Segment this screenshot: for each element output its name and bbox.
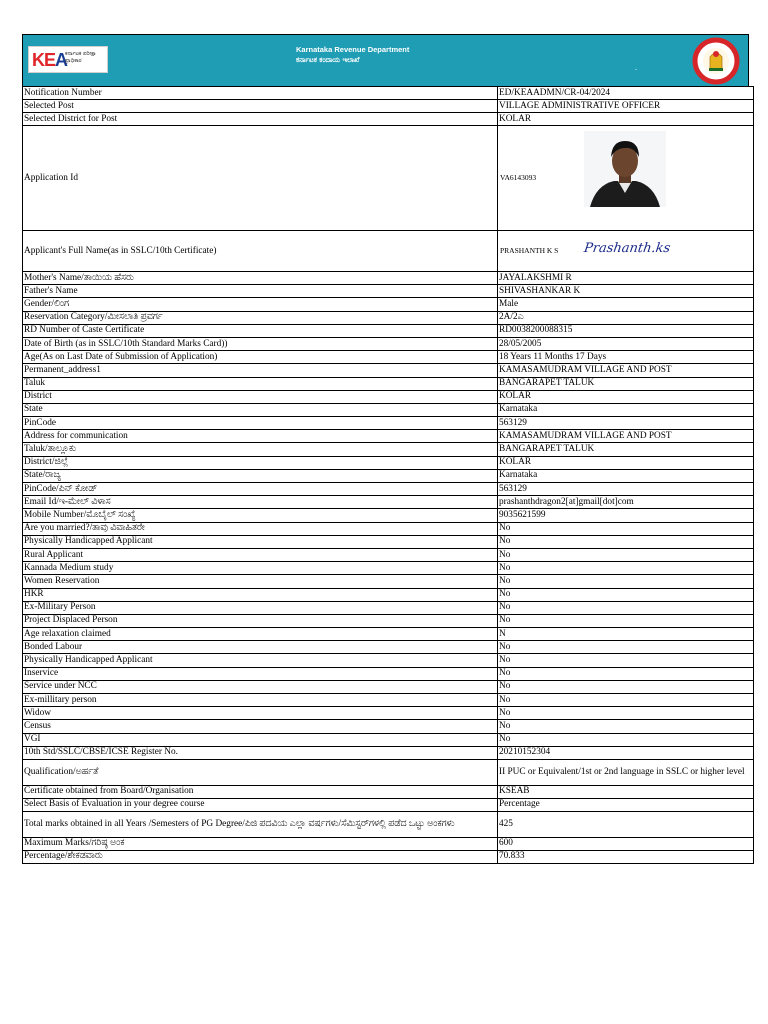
table-row (23, 351, 754, 364)
applicant-name-value: PRASHANTH K S (500, 246, 559, 255)
row-value: N (498, 628, 754, 641)
table-row (23, 628, 754, 641)
row-value: prashanthdragon2[at]gmail[dot]com (498, 496, 754, 509)
row-label: Ex-millitary person (23, 694, 498, 707)
department-name-kn: ಕರ್ನಾಟಕ ಕಂದಾಯ ಇಲಾಖೆ (296, 56, 360, 64)
row-value: No (498, 707, 754, 720)
table-row (23, 377, 754, 390)
table-row (23, 548, 754, 561)
applicant-name-cell (498, 231, 754, 272)
kea-logo-icon: KEA ಕರ್ನಾಟಕ ಪರೀಕ್ಷಾ ಪ್ರಾಧಿಕಾರ (28, 46, 108, 73)
row-value: No (498, 588, 754, 601)
row-label: Father's Name (23, 285, 498, 298)
row-value: 28/05/2005 (498, 337, 754, 350)
application-id-label: Application Id (23, 126, 498, 231)
table-row (23, 707, 754, 720)
row-label: Maximum Marks/ಗರಿಷ್ಠ ಅಂಕ (23, 837, 498, 850)
table-row (23, 430, 754, 443)
qualification-value: II PUC or Equivalent/1st or 2nd language in SSLC or higher level (498, 759, 754, 785)
row-label: Are you married?/ತಾವು ವಿವಾಹಿತರೇ (23, 522, 498, 535)
table-row (23, 588, 754, 601)
row-label: Inservice (23, 667, 498, 680)
row-label: RD Number of Caste Certificate (23, 324, 498, 337)
row-label: Mother's Name/ತಾಯಿಯ ಹೆಸರು (23, 272, 498, 285)
row-label: Age relaxation claimed (23, 628, 498, 641)
row-label: 10th Std/SSLC/CBSE/ICSE Register No. (23, 746, 498, 759)
table-row (23, 850, 754, 863)
table-row (23, 575, 754, 588)
row-label: Selected Post (23, 100, 498, 113)
header-banner (22, 34, 749, 86)
row-value: BANGARAPET TALUK (498, 443, 754, 456)
applicant-signature: Prashanth.ks (582, 241, 672, 256)
row-label: PinCode (23, 417, 498, 430)
row-label: District (23, 390, 498, 403)
row-value: 2A/2ಎ (498, 311, 754, 324)
row-label: Select Basis of Evaluation in your degree course (23, 798, 498, 811)
table-row (23, 522, 754, 535)
application-id-value: VA6143093 (500, 173, 537, 182)
row-label: VGI (23, 733, 498, 746)
row-value: No (498, 667, 754, 680)
row-value: 563129 (498, 417, 754, 430)
table-row (23, 456, 754, 469)
row-label: PinCode/ಪಿನ್ ಕೋಡ್ (23, 483, 498, 496)
row-value: No (498, 575, 754, 588)
table-row (23, 654, 754, 667)
row-label: State (23, 403, 498, 416)
table-row (23, 231, 754, 272)
application-sheet (22, 34, 749, 864)
row-label: Address for communication (23, 430, 498, 443)
table-row (23, 601, 754, 614)
row-value: KAMASAMUDRAM VILLAGE AND POST (498, 364, 754, 377)
row-label: Permanent_address1 (23, 364, 498, 377)
row-label: Widow (23, 707, 498, 720)
row-label: Notification Number (23, 87, 498, 100)
table-row (23, 562, 754, 575)
table-row (23, 811, 754, 837)
application-table (22, 86, 754, 864)
table-row (23, 837, 754, 850)
row-value: ED/KEAADMN/CR-04/2024 (498, 87, 754, 100)
table-row (23, 272, 754, 285)
row-label: Certificate obtained from Board/Organisation (23, 785, 498, 798)
row-value: No (498, 720, 754, 733)
row-value: Karnataka (498, 403, 754, 416)
row-value: No (498, 641, 754, 654)
row-label: Percentage/ಶೇಕಡವಾರು (23, 850, 498, 863)
kea-tagline-1: ಕರ್ನಾಟಕ ಪರೀಕ್ಷಾ (65, 51, 97, 57)
row-label: Mobile Number/ಮೊಬೈಲ್ ಸಂಖ್ಯೆ (23, 509, 498, 522)
table-row (23, 694, 754, 707)
table-row (23, 298, 754, 311)
row-value: No (498, 654, 754, 667)
row-label: Age(As on Last Date of Submission of Application) (23, 351, 498, 364)
table-row (23, 733, 754, 746)
table-row (23, 469, 754, 482)
row-value: No (498, 535, 754, 548)
table-row (23, 126, 754, 231)
row-value: 9035621599 (498, 509, 754, 522)
table-row (23, 364, 754, 377)
row-label: HKR (23, 588, 498, 601)
kea-tagline-2: ಪ್ರಾಧಿಕಾರ (65, 58, 82, 64)
row-label: Taluk/ತಾಲ್ಲೂಕು (23, 443, 498, 456)
row-value: KSEAB (498, 785, 754, 798)
table-row (23, 798, 754, 811)
table-row (23, 324, 754, 337)
total-marks-label: Total marks obtained in all Years /Semesters of PG Degree/ಪಿಜಿ ಪದವಿಯ ಎಲ್ಲಾ ವರ್ಷಗಳು/ಸೆಮಿಸ್ಟರ್‌ಗಳಲ್ಲಿ ಪಡೆದ ಒಟ್ಟು ಅಂಕಗಳು (23, 811, 498, 837)
row-label: Ex-Military Person (23, 601, 498, 614)
table-row (23, 311, 754, 324)
row-label: Reservation Category/ಮೀಸಲಾತಿ ಪ್ರವರ್ಗ (23, 311, 498, 324)
applicant-photo (584, 131, 666, 207)
row-value: VILLAGE ADMINISTRATIVE OFFICER (498, 100, 754, 113)
row-label: Gender/ಲಿಂಗ (23, 298, 498, 311)
table-row (23, 390, 754, 403)
row-label: Bonded Labour (23, 641, 498, 654)
total-marks-value: 425 (498, 811, 754, 837)
row-value: No (498, 680, 754, 693)
application-id-cell (498, 126, 754, 231)
table-row (23, 759, 754, 785)
row-label: Physically Handicapped Applicant (23, 535, 498, 548)
table-row (23, 746, 754, 759)
row-label: Physically Handicapped Applicant (23, 654, 498, 667)
table-row (23, 641, 754, 654)
row-label: Rural Applicant (23, 548, 498, 561)
table-row (23, 285, 754, 298)
row-value: JAYALAKSHMI R (498, 272, 754, 285)
row-label: Women Reservation (23, 575, 498, 588)
table-row (23, 496, 754, 509)
row-label: Kannada Medium study (23, 562, 498, 575)
row-value: 70.833 (498, 850, 754, 863)
row-value: Karnataka (498, 469, 754, 482)
row-label: State/ರಾಜ್ಯ (23, 469, 498, 482)
row-value: Percentage (498, 798, 754, 811)
row-value: No (498, 614, 754, 627)
row-value: KAMASAMUDRAM VILLAGE AND POST (498, 430, 754, 443)
row-value: KOLAR (498, 390, 754, 403)
row-value: RD0038200088315 (498, 324, 754, 337)
row-value: 20210152304 (498, 746, 754, 759)
table-row (23, 509, 754, 522)
table-row (23, 417, 754, 430)
row-label: Email Id/ಇ-ಮೇಲ್ ವಿಳಾಸ (23, 496, 498, 509)
applicant-name-label: Applicant's Full Name(as in SSLC/10th Certificate) (23, 231, 498, 272)
row-label: Date of Birth (as in SSLC/10th Standard Marks Card)) (23, 337, 498, 350)
row-value: Male (498, 298, 754, 311)
qualification-label: Qualification/ಅರ್ಹತೆ (23, 759, 498, 785)
table-row (23, 535, 754, 548)
row-value: 563129 (498, 483, 754, 496)
banner-dot: . (635, 63, 637, 72)
row-value: No (498, 562, 754, 575)
table-row (23, 337, 754, 350)
table-row (23, 100, 754, 113)
table-row (23, 667, 754, 680)
row-label: Service under NCC (23, 680, 498, 693)
karnataka-emblem-icon (692, 37, 740, 85)
row-value: KOLAR (498, 113, 754, 126)
row-value: No (498, 733, 754, 746)
table-row (23, 113, 754, 126)
row-label: District/ಜಿಲ್ಲೆ (23, 456, 498, 469)
table-row (23, 680, 754, 693)
row-label: Taluk (23, 377, 498, 390)
row-value: SHIVASHANKAR K (498, 285, 754, 298)
row-value: No (498, 548, 754, 561)
row-value: KOLAR (498, 456, 754, 469)
table-row (23, 403, 754, 416)
row-label: Census (23, 720, 498, 733)
row-value: No (498, 522, 754, 535)
row-label: Project Displaced Person (23, 614, 498, 627)
row-label: Selected District for Post (23, 113, 498, 126)
table-row (23, 443, 754, 456)
row-value: No (498, 601, 754, 614)
row-value: BANGARAPET TALUK (498, 377, 754, 390)
department-name-en: Karnataka Revenue Department (296, 45, 410, 54)
row-value: 600 (498, 837, 754, 850)
table-row (23, 785, 754, 798)
table-row (23, 483, 754, 496)
row-value: 18 Years 11 Months 17 Days (498, 351, 754, 364)
table-row (23, 87, 754, 100)
row-value: No (498, 694, 754, 707)
table-row (23, 614, 754, 627)
table-row (23, 720, 754, 733)
department-title (296, 44, 409, 66)
